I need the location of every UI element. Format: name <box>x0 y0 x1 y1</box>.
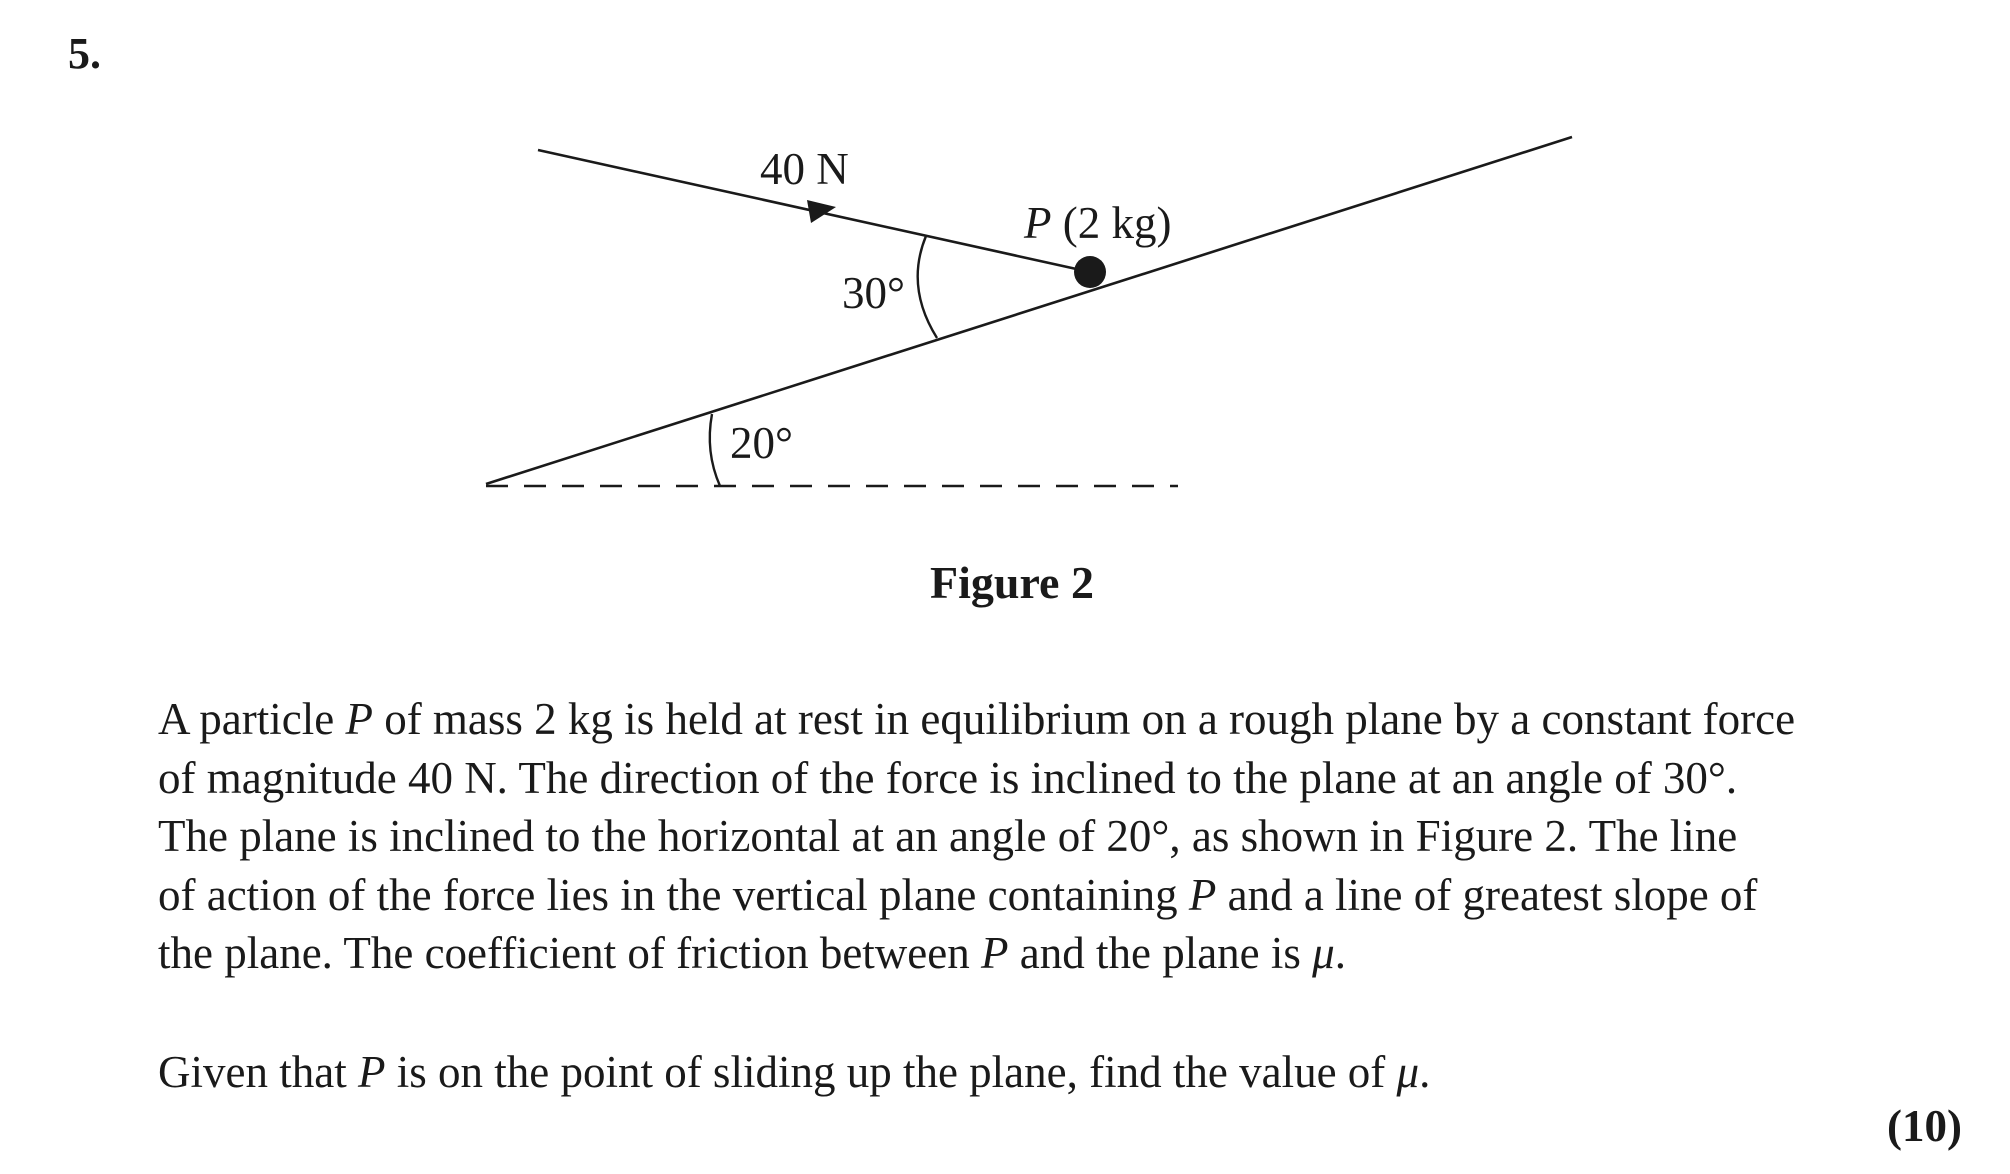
angle-arc-20 <box>710 414 720 486</box>
symbol-P: P <box>1188 869 1217 920</box>
angle-label-20: 20° <box>730 418 793 468</box>
text-span: . <box>1419 1047 1431 1097</box>
question-line-6 <box>158 1043 1430 1102</box>
symbol-P: P <box>357 1047 386 1097</box>
question-paragraph <box>158 690 1795 983</box>
force-label: 40 N <box>760 144 849 194</box>
figure-caption: Figure 2 <box>930 557 1094 608</box>
force-arrow-head <box>807 200 836 223</box>
text-span: . <box>1334 928 1347 978</box>
text-span: of mass 2 kg is held at rest in equilibrium on a rough plane by a constant force <box>372 694 1796 744</box>
question-line-4 <box>158 866 1795 925</box>
text-span: and the plane is <box>1008 928 1313 978</box>
question-line-2: of magnitude 40 N. The direction of the force is inclined to the plane at an angle of 30°. <box>158 752 1738 803</box>
particle-label-mass: (2 kg) <box>1051 198 1172 248</box>
text-span: Given that <box>158 1047 358 1097</box>
marks-label: (10) <box>1887 1101 1962 1151</box>
angle-label-30: 30° <box>842 268 905 318</box>
text-span: is on the point of sliding up the plane, find the value of <box>385 1047 1397 1097</box>
question-line-3: The plane is inclined to the horizontal at an angle of 20°, as shown in Figure 2. The line <box>158 811 1738 861</box>
particle-P <box>1074 256 1106 288</box>
text-span: of action of the force lies in the vertical plane containing <box>158 869 1189 920</box>
symbol-mu: μ <box>1312 928 1335 978</box>
particle-label-symbol: P <box>1024 198 1052 248</box>
inclined-plane-line <box>486 137 1572 484</box>
question-line-5 <box>158 924 1795 983</box>
text-span: the plane. The coefficient of friction between <box>158 928 981 978</box>
symbol-P: P <box>981 928 1009 978</box>
question-instruction <box>158 1043 1430 1102</box>
particle-label <box>1023 198 1171 248</box>
question-number: 5. <box>68 29 101 78</box>
angle-arc-30 <box>918 236 937 338</box>
question-line-1 <box>158 690 1795 749</box>
symbol-P: P <box>345 694 373 744</box>
text-span: A particle <box>158 694 346 744</box>
text-span: and a line of greatest slope of <box>1216 869 1758 920</box>
symbol-mu: μ <box>1396 1047 1420 1097</box>
